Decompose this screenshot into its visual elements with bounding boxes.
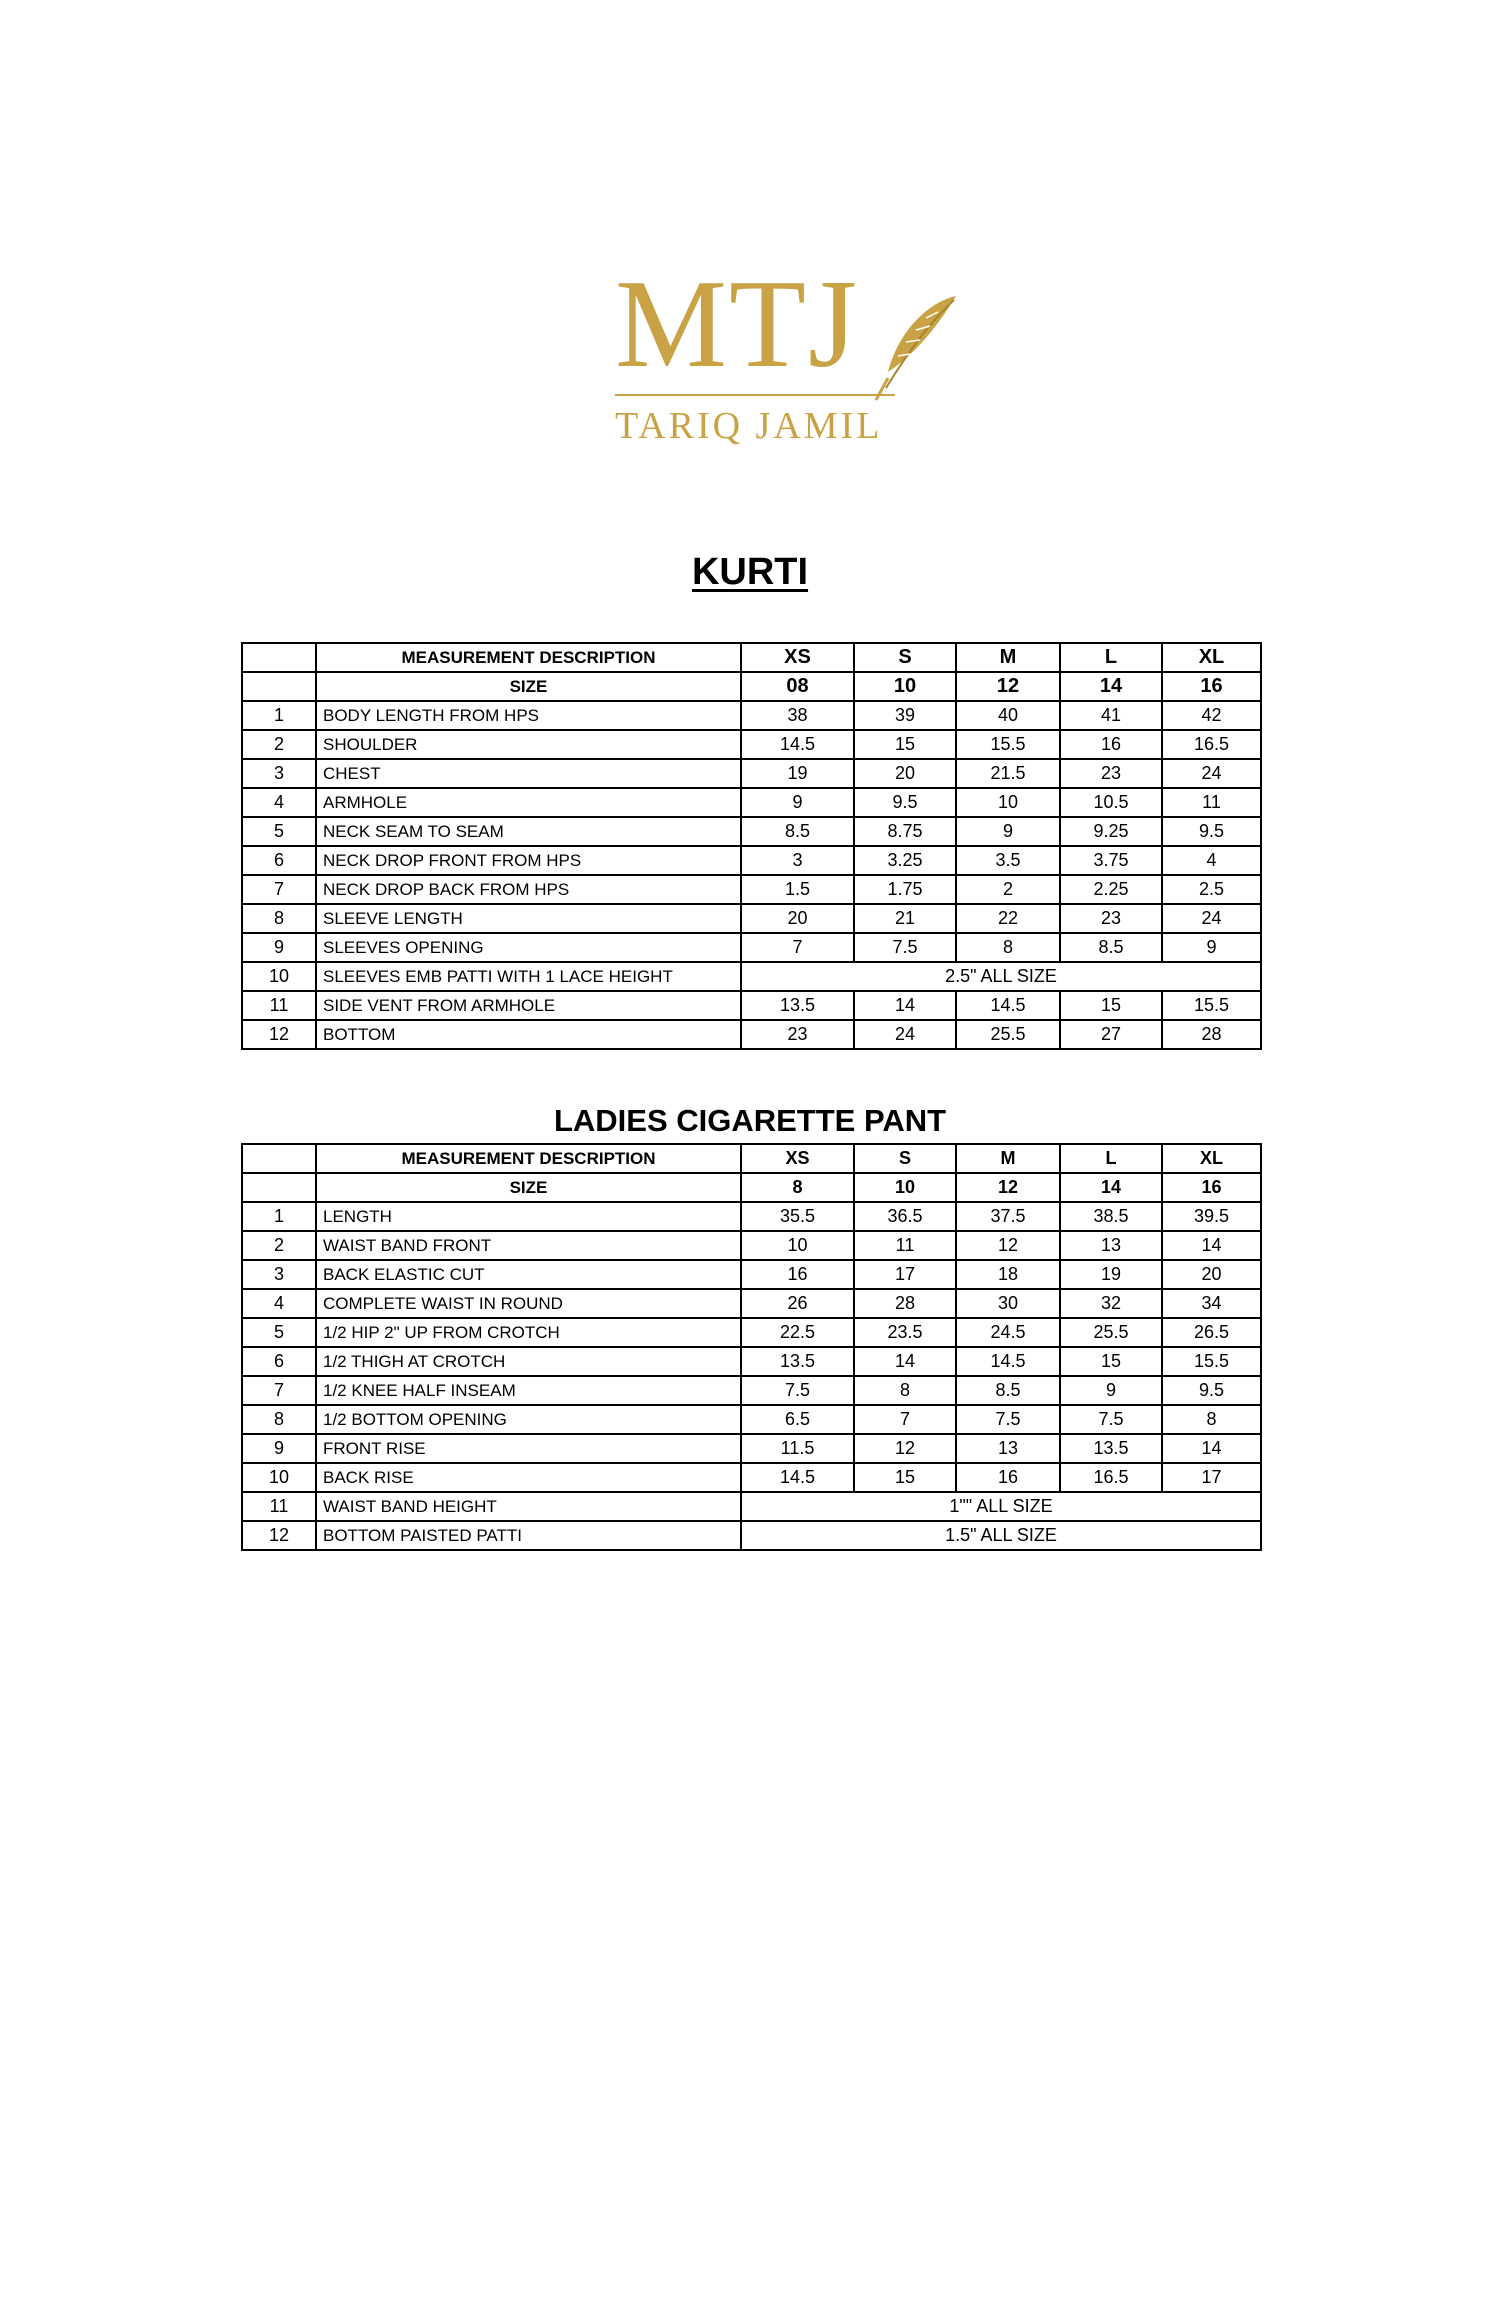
row-value: 24 <box>854 1020 956 1049</box>
row-value: 10 <box>741 1231 854 1260</box>
header-row <box>242 643 1261 672</box>
table-row <box>242 730 1261 759</box>
row-description: LENGTH <box>316 1202 741 1231</box>
row-number: 8 <box>242 1405 316 1434</box>
row-value: 38 <box>741 701 854 730</box>
pant-title: LADIES CIGARETTE PANT <box>553 1103 947 1138</box>
row-value: 20 <box>1162 1260 1261 1289</box>
header-description: MEASUREMENT DESCRIPTION <box>316 643 741 672</box>
row-value: 18 <box>956 1260 1060 1289</box>
row-number: 12 <box>242 1020 316 1049</box>
row-value: 16 <box>956 1463 1060 1492</box>
row-value: 8 <box>854 1376 956 1405</box>
row-value: 8 <box>956 933 1060 962</box>
size-value: 12 <box>956 1173 1060 1202</box>
row-description: SLEEVE LENGTH <box>316 904 741 933</box>
row-value: 9.5 <box>1162 1376 1261 1405</box>
row-value: 7.5 <box>956 1405 1060 1434</box>
header-description: MEASUREMENT DESCRIPTION <box>316 1144 741 1173</box>
row-value: 8 <box>1162 1405 1261 1434</box>
row-description: NECK SEAM TO SEAM <box>316 817 741 846</box>
row-value: 9.25 <box>1060 817 1162 846</box>
size-value: 8 <box>741 1173 854 1202</box>
row-value: 15.5 <box>1162 1347 1261 1376</box>
row-value: 7.5 <box>854 933 956 962</box>
size-value: 14 <box>1060 1173 1162 1202</box>
row-value: 21 <box>854 904 956 933</box>
row-number: 11 <box>242 991 316 1020</box>
row-value: 4 <box>1162 846 1261 875</box>
row-number: 6 <box>242 846 316 875</box>
row-value: 15 <box>1060 991 1162 1020</box>
row-value: 25.5 <box>956 1020 1060 1049</box>
row-value: 9 <box>956 817 1060 846</box>
row-value: 12 <box>956 1231 1060 1260</box>
row-value: 10.5 <box>1060 788 1162 817</box>
row-value: 14 <box>1162 1231 1261 1260</box>
size-row <box>242 672 1261 701</box>
size-value: 14 <box>1060 672 1162 701</box>
row-description: BODY LENGTH FROM HPS <box>316 701 741 730</box>
row-value: 36.5 <box>854 1202 956 1231</box>
row-value: 24.5 <box>956 1318 1060 1347</box>
row-number: 9 <box>242 1434 316 1463</box>
row-value: 20 <box>854 759 956 788</box>
row-value: 11 <box>1162 788 1261 817</box>
row-all-size-value: 1.5" ALL SIZE <box>741 1521 1261 1550</box>
table-row <box>242 1318 1261 1347</box>
row-number: 7 <box>242 1376 316 1405</box>
pant-measurement-table <box>241 1143 1262 1551</box>
size-value: 12 <box>956 672 1060 701</box>
table-row <box>242 962 1261 991</box>
row-description: FRONT RISE <box>316 1434 741 1463</box>
row-value: 22.5 <box>741 1318 854 1347</box>
row-description: SHOULDER <box>316 730 741 759</box>
kurti-measurement-table <box>241 642 1262 1050</box>
header-size-label: M <box>956 643 1060 672</box>
row-value: 14 <box>854 991 956 1020</box>
header-size-label: L <box>1060 1144 1162 1173</box>
row-value: 16.5 <box>1162 730 1261 759</box>
row-number: 3 <box>242 759 316 788</box>
row-value: 14 <box>854 1347 956 1376</box>
row-value: 16.5 <box>1060 1463 1162 1492</box>
table-row <box>242 817 1261 846</box>
table-row <box>242 1492 1261 1521</box>
row-number: 10 <box>242 1463 316 1492</box>
row-description: 1/2 THIGH AT CROTCH <box>316 1347 741 1376</box>
header-size-label: XS <box>741 1144 854 1173</box>
size-value: 08 <box>741 672 854 701</box>
table-row <box>242 1347 1261 1376</box>
table-row <box>242 1202 1261 1231</box>
row-value: 41 <box>1060 701 1162 730</box>
table-row <box>242 846 1261 875</box>
size-label: SIZE <box>316 1173 741 1202</box>
row-description: 1/2 HIP 2" UP FROM CROTCH <box>316 1318 741 1347</box>
header-size-label: S <box>854 643 956 672</box>
row-description: BACK RISE <box>316 1463 741 1492</box>
row-description: WAIST BAND FRONT <box>316 1231 741 1260</box>
row-value: 9.5 <box>854 788 956 817</box>
row-value: 39.5 <box>1162 1202 1261 1231</box>
row-value: 13 <box>1060 1231 1162 1260</box>
row-value: 1.5 <box>741 875 854 904</box>
row-value: 40 <box>956 701 1060 730</box>
kurti-title: KURTI <box>691 551 809 593</box>
row-value: 7 <box>741 933 854 962</box>
feather-quill-icon <box>868 292 960 404</box>
row-value: 15.5 <box>956 730 1060 759</box>
row-value: 3.75 <box>1060 846 1162 875</box>
row-description: BOTTOM PAISTED PATTI <box>316 1521 741 1550</box>
row-value: 16 <box>741 1260 854 1289</box>
table-row <box>242 788 1261 817</box>
row-value: 35.5 <box>741 1202 854 1231</box>
row-description: 1/2 KNEE HALF INSEAM <box>316 1376 741 1405</box>
row-number: 3 <box>242 1260 316 1289</box>
row-value: 17 <box>854 1260 956 1289</box>
row-description: CHEST <box>316 759 741 788</box>
size-value: 16 <box>1162 1173 1261 1202</box>
row-value: 9 <box>1162 933 1261 962</box>
row-value: 25.5 <box>1060 1318 1162 1347</box>
row-value: 23 <box>1060 759 1162 788</box>
row-value: 23.5 <box>854 1318 956 1347</box>
row-value: 28 <box>1162 1020 1261 1049</box>
row-description: SLEEVES EMB PATTI WITH 1 LACE HEIGHT <box>316 962 741 991</box>
row-value: 8.5 <box>1060 933 1162 962</box>
row-value: 2.25 <box>1060 875 1162 904</box>
row-value: 30 <box>956 1289 1060 1318</box>
row-value: 14.5 <box>956 1347 1060 1376</box>
row-number: 1 <box>242 1202 316 1231</box>
header-size-label: XL <box>1162 643 1261 672</box>
row-description: SLEEVES OPENING <box>316 933 741 962</box>
row-number: 8 <box>242 904 316 933</box>
row-value: 6.5 <box>741 1405 854 1434</box>
header-number-cell <box>242 1144 316 1173</box>
table-row <box>242 933 1261 962</box>
logo-divider <box>615 394 895 396</box>
size-label: SIZE <box>316 672 741 701</box>
row-value: 7 <box>854 1405 956 1434</box>
table-row <box>242 904 1261 933</box>
row-value: 20 <box>741 904 854 933</box>
row-value: 7.5 <box>1060 1405 1162 1434</box>
header-size-label: L <box>1060 643 1162 672</box>
table-row <box>242 1020 1261 1049</box>
row-value: 13 <box>956 1434 1060 1463</box>
row-number: 6 <box>242 1347 316 1376</box>
row-value: 22 <box>956 904 1060 933</box>
row-value: 15 <box>854 730 956 759</box>
header-size-label: XS <box>741 643 854 672</box>
row-value: 11.5 <box>741 1434 854 1463</box>
row-number: 4 <box>242 788 316 817</box>
table-row <box>242 1376 1261 1405</box>
row-value: 11 <box>854 1231 956 1260</box>
row-value: 38.5 <box>1060 1202 1162 1231</box>
header-size-label: XL <box>1162 1144 1261 1173</box>
brand-mark: MTJ <box>615 255 860 394</box>
row-value: 32 <box>1060 1289 1162 1318</box>
row-value: 37.5 <box>956 1202 1060 1231</box>
row-description: BACK ELASTIC CUT <box>316 1260 741 1289</box>
size-value: 10 <box>854 1173 956 1202</box>
table-row <box>242 1231 1261 1260</box>
row-value: 1.75 <box>854 875 956 904</box>
row-number: 5 <box>242 1318 316 1347</box>
size-number-cell <box>242 1173 316 1202</box>
row-value: 12 <box>854 1434 956 1463</box>
row-value: 9.5 <box>1162 817 1261 846</box>
table-row <box>242 991 1261 1020</box>
row-value: 14.5 <box>741 730 854 759</box>
row-value: 8.5 <box>741 817 854 846</box>
size-number-cell <box>242 672 316 701</box>
row-value: 15.5 <box>1162 991 1261 1020</box>
row-value: 21.5 <box>956 759 1060 788</box>
row-number: 12 <box>242 1521 316 1550</box>
header-row <box>242 1144 1261 1173</box>
header-size-label: S <box>854 1144 956 1173</box>
row-value: 3.5 <box>956 846 1060 875</box>
size-row <box>242 1173 1261 1202</box>
row-value: 16 <box>1060 730 1162 759</box>
row-all-size-value: 1"" ALL SIZE <box>741 1492 1261 1521</box>
brand-logo <box>600 255 980 450</box>
row-value: 34 <box>1162 1289 1261 1318</box>
row-number: 10 <box>242 962 316 991</box>
size-value: 10 <box>854 672 956 701</box>
row-description: 1/2 BOTTOM OPENING <box>316 1405 741 1434</box>
row-value: 42 <box>1162 701 1261 730</box>
row-value: 14.5 <box>741 1463 854 1492</box>
row-description: SIDE VENT FROM ARMHOLE <box>316 991 741 1020</box>
row-value: 10 <box>956 788 1060 817</box>
row-value: 2.5 <box>1162 875 1261 904</box>
row-value: 19 <box>1060 1260 1162 1289</box>
row-description: BOTTOM <box>316 1020 741 1049</box>
table-row <box>242 1521 1261 1550</box>
row-value: 8.5 <box>956 1376 1060 1405</box>
table-row <box>242 1405 1261 1434</box>
row-all-size-value: 2.5" ALL SIZE <box>741 962 1261 991</box>
row-description: WAIST BAND HEIGHT <box>316 1492 741 1521</box>
row-value: 9 <box>741 788 854 817</box>
row-description: ARMHOLE <box>316 788 741 817</box>
row-value: 9 <box>1060 1376 1162 1405</box>
row-number: 4 <box>242 1289 316 1318</box>
row-number: 1 <box>242 701 316 730</box>
row-value: 26.5 <box>1162 1318 1261 1347</box>
header-number-cell <box>242 643 316 672</box>
row-value: 39 <box>854 701 956 730</box>
table-row <box>242 875 1261 904</box>
table-row <box>242 1434 1261 1463</box>
table-row <box>242 1260 1261 1289</box>
row-value: 23 <box>741 1020 854 1049</box>
row-value: 14 <box>1162 1434 1261 1463</box>
row-value: 8.75 <box>854 817 956 846</box>
row-number: 11 <box>242 1492 316 1521</box>
row-number: 5 <box>242 817 316 846</box>
brand-name: TARIQ JAMIL <box>615 405 883 447</box>
row-number: 9 <box>242 933 316 962</box>
table-row <box>242 1289 1261 1318</box>
row-value: 3.25 <box>854 846 956 875</box>
row-value: 15 <box>1060 1347 1162 1376</box>
table-row <box>242 759 1261 788</box>
header-size-label: M <box>956 1144 1060 1173</box>
row-value: 13.5 <box>1060 1434 1162 1463</box>
row-value: 24 <box>1162 904 1261 933</box>
row-value: 19 <box>741 759 854 788</box>
row-value: 3 <box>741 846 854 875</box>
row-description: NECK DROP FRONT FROM HPS <box>316 846 741 875</box>
row-value: 28 <box>854 1289 956 1318</box>
table-row <box>242 1463 1261 1492</box>
row-value: 17 <box>1162 1463 1261 1492</box>
size-value: 16 <box>1162 672 1261 701</box>
row-value: 14.5 <box>956 991 1060 1020</box>
row-value: 24 <box>1162 759 1261 788</box>
row-value: 7.5 <box>741 1376 854 1405</box>
row-description: COMPLETE WAIST IN ROUND <box>316 1289 741 1318</box>
row-number: 2 <box>242 730 316 759</box>
row-value: 2 <box>956 875 1060 904</box>
row-value: 15 <box>854 1463 956 1492</box>
row-number: 7 <box>242 875 316 904</box>
row-value: 13.5 <box>741 1347 854 1376</box>
row-description: NECK DROP BACK FROM HPS <box>316 875 741 904</box>
table-row <box>242 701 1261 730</box>
row-value: 23 <box>1060 904 1162 933</box>
row-value: 27 <box>1060 1020 1162 1049</box>
row-number: 2 <box>242 1231 316 1260</box>
row-value: 13.5 <box>741 991 854 1020</box>
row-value: 26 <box>741 1289 854 1318</box>
